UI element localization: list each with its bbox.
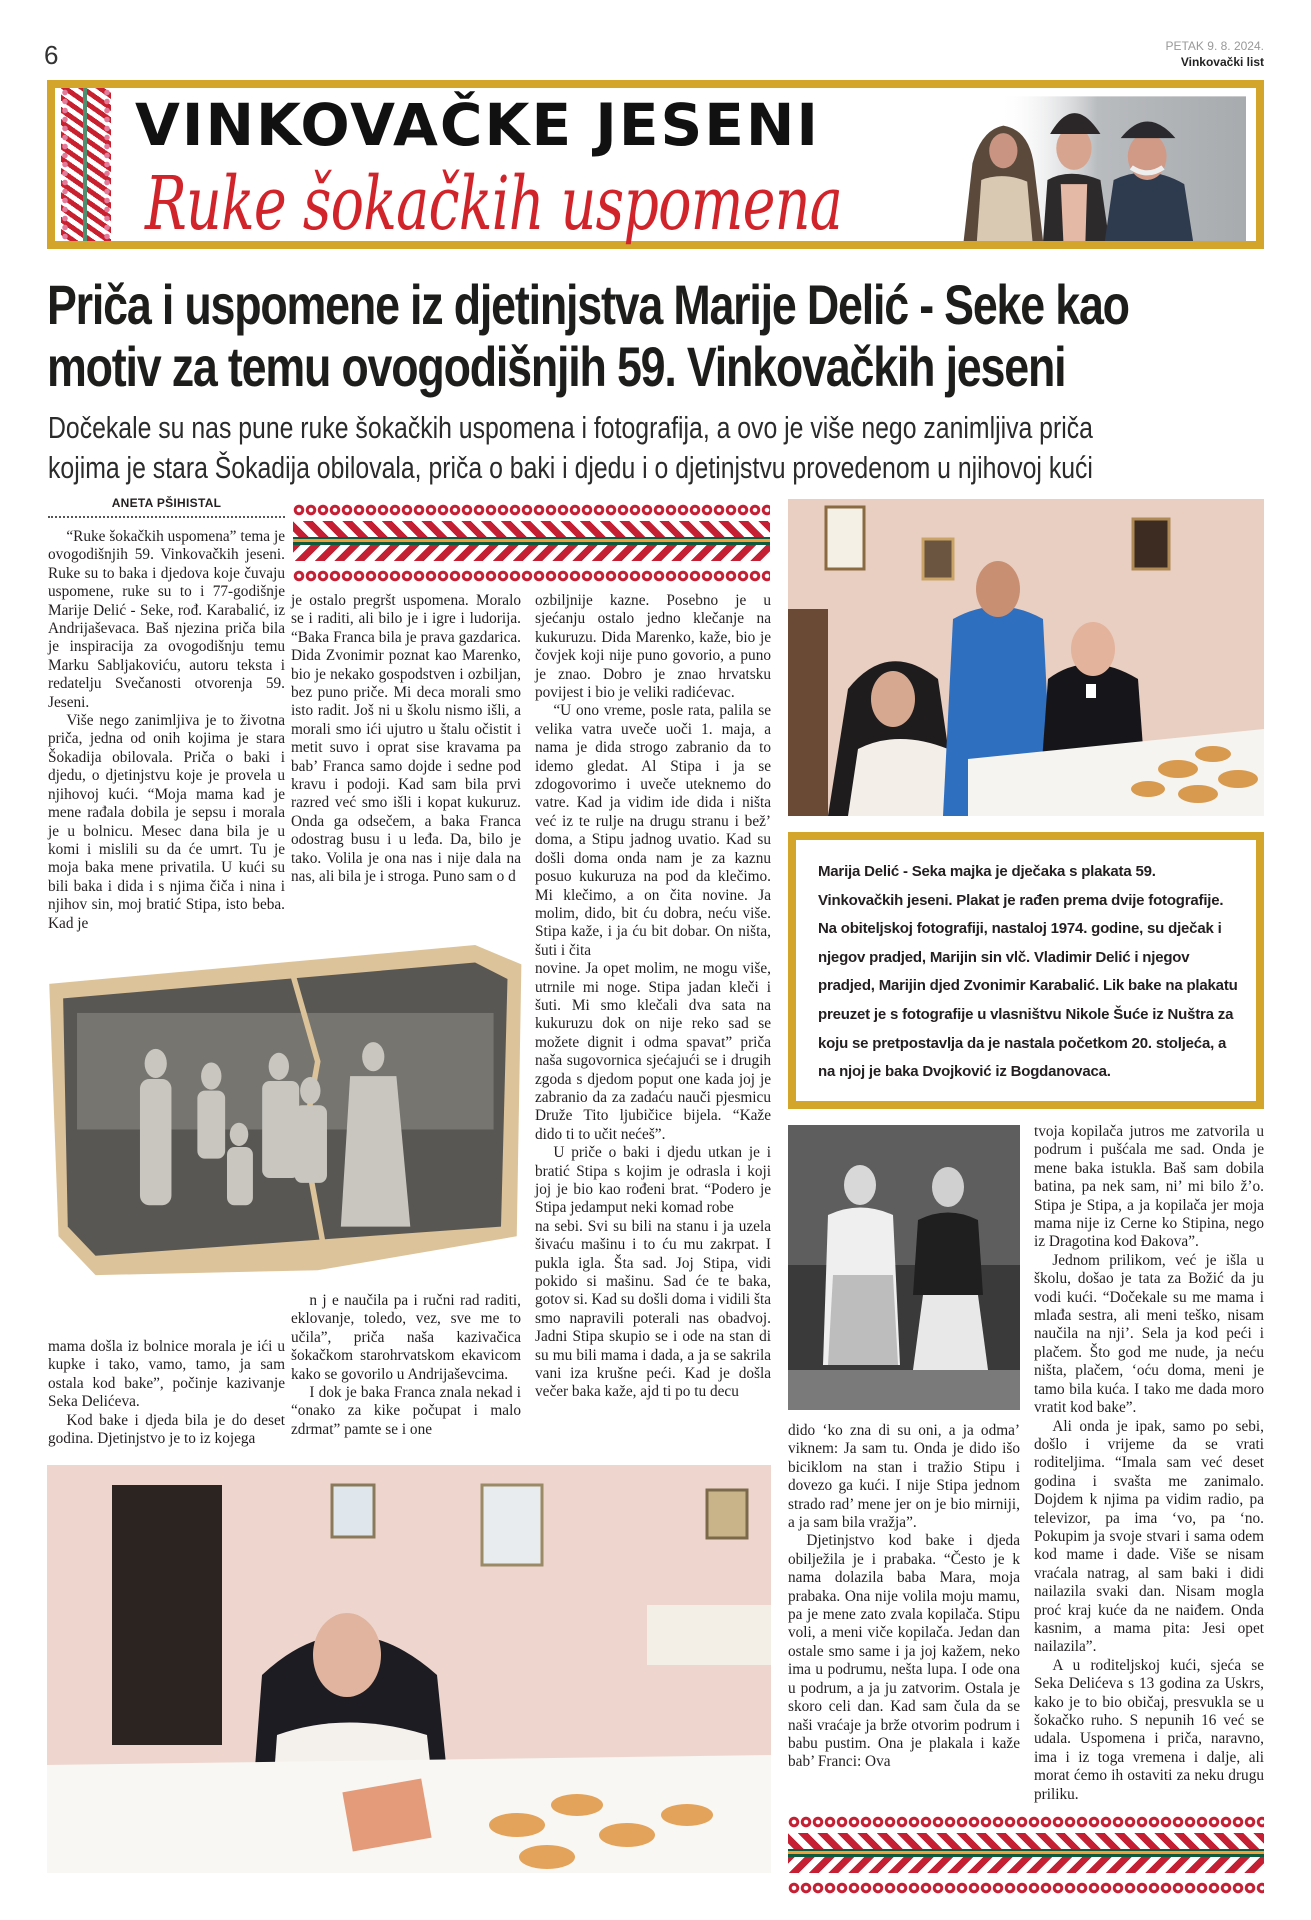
section-script-title: Ruke šokačkih uspomena (145, 161, 843, 247)
paragraph: “U ono vreme, posle rata, palila se velika vatra uveče uoči 1. maja, a nama je dida strogo zabranio da to idemo gledat. Al Stipa i ja se zdogovorimo i uveče uteknemo do vatre. Kad ja vidim ide dida i ništa već iz te rulje na drugu stranu i bež’ doma, a Stipu jadnog uvatio. Kad su došli doma onda nam je za kaznu posuo kukuruza na pod da klečimo. Mi klečimo, a on čita novine. Ja molim, dido, bit ću dobra, neću više. Stipa kaže, i ja ću bit dobar. On ništa, šuti i čita (535, 702, 771, 959)
headline-line: Priča i uspomene iz djetinjstva Marije Delić - Seke kao (47, 273, 1129, 336)
article-standfirst (48, 408, 1093, 488)
paragraph: je ostalo pregršt uspomena. Moralo se i raditi, ali bilo je i igre i ludorija. “Baka Franca bila je prava gazdarica. Dida Zvonimir poznat kao Marenko, bio je nekako gospodstven i ozbiljan, bez puno priče. Mi deca morali smo isto radit. Još ni u školu nismo išli, a morali smo ići ujutro u štalu očistit i metit suvo i oprat sise kravama pa bab’ Franca samo dojde i sedne pod kravu i podoji. Kad sam bila prvi razred već smo išli i kopat kukuruz. Onda ga odsečem, a baka Franca odostrag busu i u leđa. Da, bilo je tako. Volila je ona nas i nije dala na nas, ali bila je i stroga. Puno sam o d (291, 592, 521, 886)
standfirst-line: Dočekale su nas pune ruke šokačkih uspomena i fotografija, a ovo je više nego zanimljiva priča (48, 410, 1093, 445)
article-column-4 (788, 1422, 1020, 1772)
old-family-photo (40, 945, 526, 1280)
page-number: 6 (44, 40, 59, 70)
ornament-dots (293, 570, 770, 582)
article-column-1-continued (48, 1338, 285, 1448)
article-column-2 (291, 592, 521, 887)
dateline (1165, 38, 1264, 70)
family-photo-kitchen (788, 499, 1264, 816)
paragraph: novine. Ja opet molim, ne mogu više, utrnile mi noge. Stipa jadan kleči i šuti. Mi smo klečali dva sata na kukuruzu dok on nije reko sad se možete dignit i odma spavat” priča naša sugovornica sjećajući se i drugih zgoda s djedom poput one kada joj je zabranio da za zadaću nauči pjesmicu Druže Tito ljubičice bijela. “Kaže dido ti to učit nećeš”. (535, 960, 771, 1143)
photo-caption-box (788, 832, 1264, 1109)
paragraph: U priče o baki i djedu utkan je i bratić Stipa s kojim je odrasla i koji joj je bio kao rođeni brat. “Podero je Stipa jedamput neki komad robe (535, 1144, 771, 1217)
paragraph: Kod bake i djeda bila je do deset godina. Djetinjstvo je to iz kojega (48, 1411, 285, 1448)
paragraph: Jednom prilikom, već je išla u školu, došao je tata za Božić da ju vodi kući. “Dočekale su me mama i mlađa sestra, ali meni teško, nisam naučila na nji’. Sela ja kod peći i plačem. Što god me nude, ja neću ništa, plačem, ‘oću doma, meni je tamo bila kuća. I tako me dada moro vratit kod bake”. (1034, 1251, 1264, 1417)
paragraph: A u roditeljskoj kući, sjeća se Seka Delićeva s 13 godina za Uskrs, kako je to bio običaj, presvukla se u šokačko ruho. S nepunih 16 već se udala. Uspomena i priča, naravno, ima i iz toga vremena i dalje, ali morat ćemo ih ostaviti za neku drugu priliku. (1034, 1656, 1264, 1803)
article-headline (47, 274, 1129, 398)
ornament-dots (788, 1882, 1264, 1894)
photo-woman-at-table (47, 1465, 771, 1873)
paragraph: Više nego zanimljiva je to životna priča, jedna od onih kojima je stara Šokadija obilovala. Priča o baki i djedu, o djetinjstvu koje je provela u njihovoj kući. “Moja mama kad je mene rađala dobila je sepsu i morala je u bolnicu. Mesec dana bila je u komi i mislili su da će umrt. Tu je moja baka mene privatila. U kući su bili baka i dida i s njima čiča i nina i njihov sin, moj bratić Stipa, isto beba. Kad je (48, 712, 285, 932)
paragraph: “Ruke šokačkih uspomena” tema je ovogodišnjih 59. Vinkovačkih jeseni. Ruke su to baka i djedova koje čuvaju uspomene, ruke su to i 77-godišnje Marije Delić - Seke, rođ. Karabalić, iz Andrijaševaca. Baš njezina priča bila je inspiracija za ovogodišnju temu Marku Sabljakoviću, autoru teksta i redatelju Svečanosti otvorenja 59. Jeseni. (48, 528, 285, 711)
article-column-1 (48, 528, 285, 933)
ornament-chevrons (293, 521, 770, 561)
paragraph: mama došla iz bolnice morala je ići u kupke i tako, vamo, tamo, ja sam ostala kod bake”, počinje kazivanje Seka Delićeva. (48, 1338, 285, 1411)
paragraph: na sebi. Svi su bili na stanu i ja uzela šivaću mašinu i to ću mu zakrpat. I pukla igla. Šta sad. Joj Stipa, vidi pokido si mašinu. Sad će te baka, gotov si. Kad su došli doma i vidili šta smo napravili poterali nas obadvoj. Jadni Stipa skupio se i ode na stan di su mu bili mama i dada, a ja se sakrila vani iza krušne peći. Kad je došla večer baka kaže, ajd ti po tu decu (535, 1217, 771, 1401)
folk-portrait-illustration (946, 88, 1246, 241)
byline-divider (48, 516, 285, 518)
paragraph: dido ‘ko zna di su oni, a ja odma’ viknem: Ja sam tu. Onda je dido išo biciklom na stan i tražio Stipu i dovezo ga kući. I nije Stipa jednom strado rad’ mene jer on je bio mirniji, a ja sam bila vražja”. (788, 1422, 1020, 1532)
article-column-3 (535, 592, 771, 1402)
author-byline: ANETA PŠIHISTAL (111, 496, 222, 510)
ornament-dots (293, 504, 770, 516)
article-column-5 (1034, 1123, 1264, 1804)
paragraph: Ali onda je ipak, samo po sebi, došlo i vrijeme da se vrati roditeljima. “Imala sam već deset godina i svašta me zanimalo. Dojdem k njima pa vidim radio, pa televizor, pa ima ‘vo, pa ‘no. Pokupim ja svoje stvari i sama odem kod mame i dade. Više se nisam vraćala natrag, al sam baki i didi nailazila svaki dan. Nisam mogla proć kraj kuće da ne naiđem. Onda kasnim, a mama pita: Jesi opet nailazila”. (1034, 1417, 1264, 1656)
folk-pattern-ornament (61, 88, 111, 241)
article-column-2-continued (291, 1292, 521, 1439)
folk-ornament-strip-bottom (788, 1812, 1264, 1894)
issue-date: PETAK 9. 8. 2024. (1165, 39, 1264, 53)
paragraph: Djetinjstvo kod bake i djeda obilježila je i prabaka. “Često je k nama dolazila baba Mara, moja prabaka. Ona nije volila moju mamu, pa je mene zato zvala kopilača. Stipu voli, a meni viče kopilača. Jedan dan ostale smo same i ja joj kažem, neko ima u podrumu, nešta lupa. I ode ona u podrum, a ja ju zatvorim. Ostala je skoro celi dan. Kad sam čula da se naši vraćaje ja brže otvorim podrum i babu pustim. Ona je plakala i kaže bab’ Franci: Ova (788, 1532, 1020, 1771)
paragraph: ozbiljnije kazne. Posebno je u sjećanju ostalo jedno klečanje na kukuruzu. Dida Marenko, kaže, bio je čovjek koji nije puno govorio, a puno je znao. Dobro je znao hrvatsku povijest i bio je veliki radićevac. (535, 592, 771, 702)
headline-line: motiv za temu ovogodišnjih 59. Vinkovačkih jeseni (47, 335, 1066, 398)
paragraph: tvoja kopilača jutros me zatvorila u podrum i pušćala me sad. Onda je mene baka istukla. Baš sam dobila batina, pa nek sam, ni’ mi bilo ž’o. Stipa je Stipa, a ja kopilača jer moja mama nije iz Cerne ko Stipina, nego iz Dragotina kod Đakova”. (1034, 1123, 1264, 1251)
ornament-dots (788, 1816, 1264, 1828)
section-banner (47, 80, 1264, 249)
standfirst-line: kojima je stara Šokadija obilovala, priča o baki i djedu i o djetinjstvu provedenom u njihovoj kući (48, 450, 1093, 485)
paragraph: n j e naučila pa i ručni rad raditi, eklovanje, toledo, vez, sve me to učila”, priča naša kazivačica šokačkom starohrvatskom ekavicom kako se govorilo u Andrijaševcima. (291, 1292, 521, 1383)
folk-ornament-strip (293, 500, 770, 582)
paragraph: I dok je baka Franca znala nekad i “onako za kike počupat i malo zdrmat” pamte se i one (291, 1384, 521, 1438)
ornament-chevrons (788, 1833, 1264, 1873)
column-3-wrap-around-photo (535, 960, 771, 1218)
photo-caption: Marija Delić - Seka majka je dječaka s plakata 59. Vinkovačkih jeseni. Plakat je rađen prema dvije fotografije. Na obiteljskoj fotografiji, nastaloj 1974. godine, su dječak i njegov pradjed, Marijin sin vlč. Vladimir Delić i njegov pradjed, Marijin djed Zvonimir Karabalić. Lik bake na plakatu preuzet je s fotografije u vlasništvu Nikole Šuće iz Nuštra za koju se pretpostavlja da je nastala početkom 20. stoljeća, a na njoj je baka Dvojković iz Bogdanovaca. (818, 863, 1238, 1081)
section-title: VINKOVAČKE JESENI (135, 91, 820, 159)
publication-name: Vinkovački list (1180, 55, 1264, 69)
old-photo-children (788, 1125, 1020, 1410)
